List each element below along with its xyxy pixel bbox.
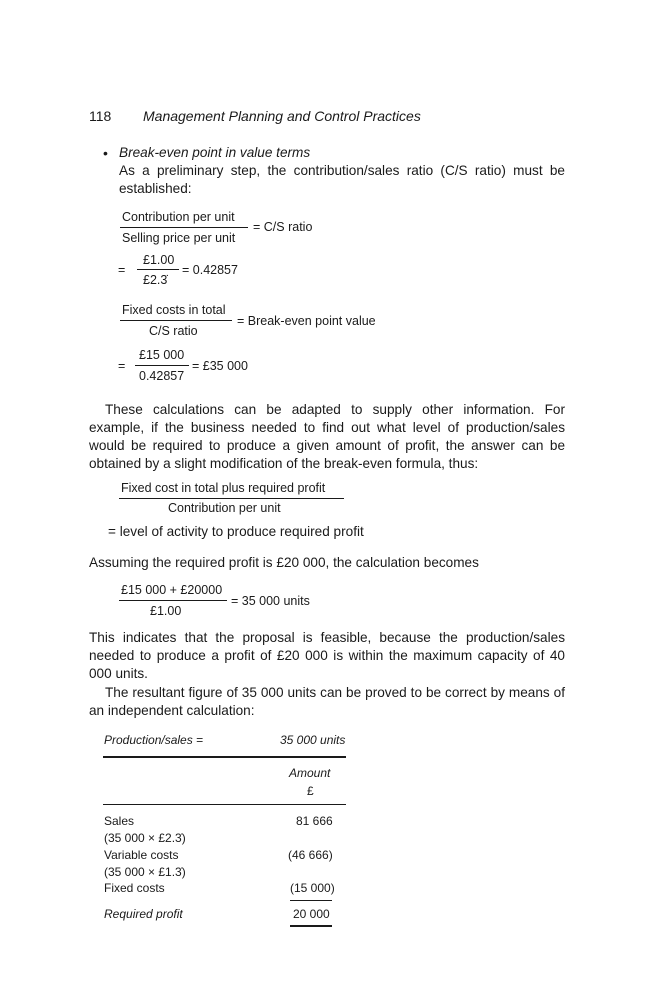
- currency-label: £: [307, 784, 314, 798]
- bep-fraction-bar: [120, 320, 232, 321]
- cs-calc-denominator: £2.3̇: [143, 273, 168, 287]
- total-rule: [290, 925, 332, 927]
- bep-denominator: C/S ratio: [149, 324, 198, 338]
- paragraph-1: These calculations can be adapted to supply other information. For example, if the business needed to find out what level of production/sales would be required to produce a given amount of profit, the answer can be obtained by a slight modification of the break-even formula, thus:: [89, 402, 565, 471]
- section-heading: Break-even point in value terms: [119, 145, 311, 160]
- cs-numerator: Contribution per unit: [122, 210, 235, 224]
- amount-label: Amount: [289, 766, 331, 780]
- table-row-label: (35 000 × £2.3̇): [104, 831, 186, 845]
- units-fraction-bar: [119, 600, 227, 601]
- page-number: 118: [89, 108, 112, 124]
- units-result: = 35 000 units: [231, 594, 310, 608]
- intro-line-2: established:: [119, 181, 192, 196]
- bep-calc-bar: [135, 365, 189, 366]
- paragraph-2: This indicates that the proposal is feasible, because the production/sales needed to produce a profit of £20 000 is within the maximum capacity of 40 000 units.: [89, 630, 565, 681]
- total-value: 20 000: [293, 907, 330, 921]
- assumption-text: Assuming the required profit is £20 000, the calculation becomes: [89, 555, 479, 570]
- table-row-value: (15 000): [290, 881, 335, 895]
- intro-line-1: As a preliminary step, the contribution/sales ratio (C/S ratio) must be: [119, 163, 565, 178]
- units-numerator: £15 000 + £20000: [121, 583, 223, 597]
- table-row-label: Fixed costs: [104, 881, 165, 895]
- table-right-header: 35 000 units: [280, 733, 346, 747]
- profit-result: = level of activity to produce required profit: [108, 524, 364, 539]
- paragraph-3: The resultant figure of 35 000 units can be proved to be correct by means of an independent calculation:: [89, 685, 565, 718]
- bullet: •: [103, 145, 108, 161]
- cs-calc-bar: [137, 269, 179, 270]
- cs-calc-numerator: £1.00: [143, 253, 175, 267]
- table-row-value: (46 666): [288, 848, 333, 862]
- table-row-label: Variable costs: [104, 848, 179, 862]
- table-subheader-rule: [103, 804, 346, 805]
- bep-calc-equals: =: [118, 359, 126, 373]
- profit-numerator: Fixed cost in total plus required profit: [121, 481, 326, 495]
- cs-result: = C/S ratio: [253, 220, 313, 234]
- bep-calc-result: = £35 000: [192, 359, 248, 373]
- table-row-label: (35 000 × £1.3̇): [104, 865, 186, 879]
- profit-fraction-bar: [119, 498, 344, 499]
- units-denominator: £1.00: [150, 604, 182, 618]
- cs-calc-result: = 0.42857: [182, 263, 238, 277]
- table-header-rule: [103, 756, 346, 758]
- bep-numerator: Fixed costs in total: [122, 303, 226, 317]
- cs-fraction-bar: [120, 227, 248, 228]
- table-left-header: Production/sales =: [104, 733, 204, 747]
- cs-denominator: Selling price per unit: [122, 231, 236, 245]
- cs-calc-equals: =: [118, 263, 126, 277]
- table-row-label: Sales: [104, 814, 135, 828]
- running-title: Management Planning and Control Practices: [143, 108, 421, 124]
- subtotal-rule: [290, 900, 332, 901]
- bep-calc-denominator: 0.42857: [139, 369, 185, 383]
- table-row-value: 81 666: [296, 814, 333, 828]
- bep-result: = Break-even point value: [237, 314, 376, 328]
- total-label: Required profit: [104, 907, 183, 921]
- bep-calc-numerator: £15 000: [139, 348, 185, 362]
- profit-denominator: Contribution per unit: [168, 501, 281, 515]
